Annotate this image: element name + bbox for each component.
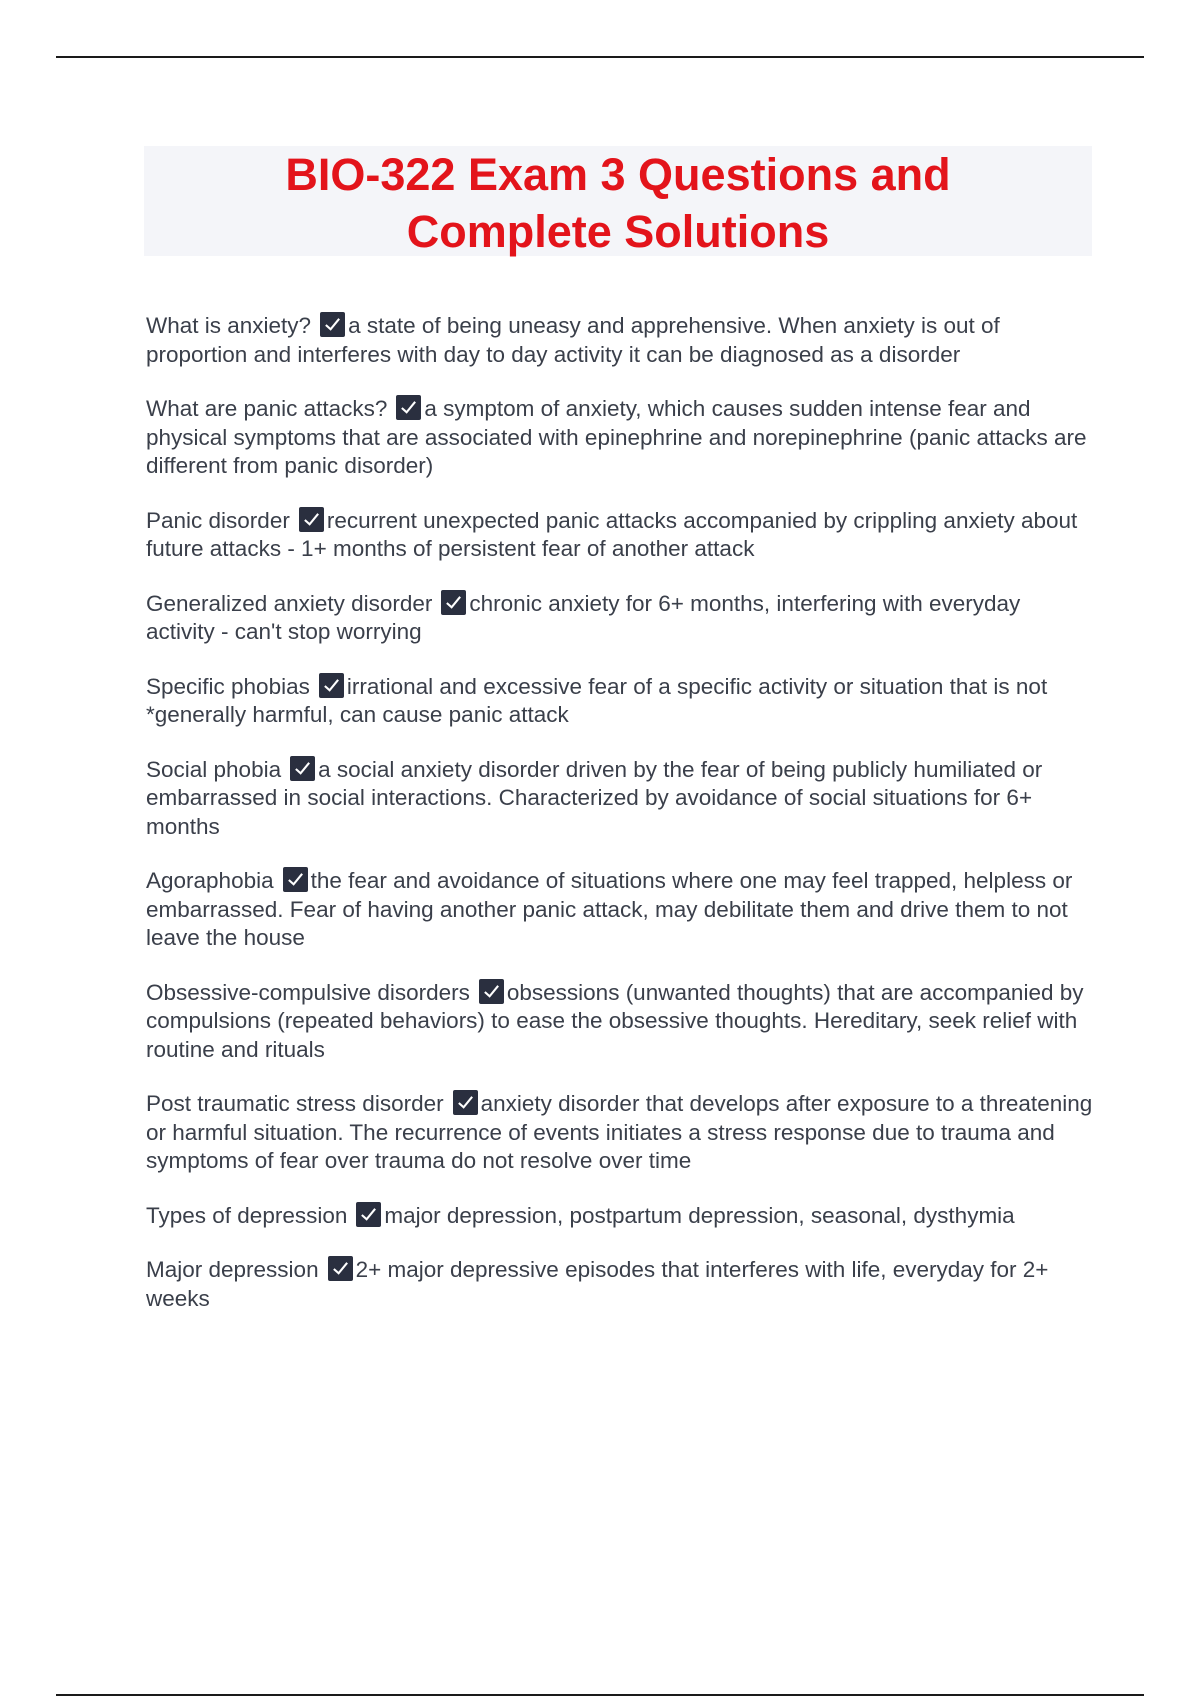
answer-text: chronic anxiety for 6+ months, interfering with everyday activity - can't stop worrying bbox=[146, 590, 1021, 644]
top-rule bbox=[56, 56, 1144, 58]
question-text: Panic disorder bbox=[146, 507, 290, 533]
question-text: Obsessive-compulsive disorders bbox=[146, 979, 470, 1005]
qa-item bbox=[146, 1090, 1094, 1176]
answer-text: a symptom of anxiety, which causes sudden intense fear and physical symptoms that are associated with epinephrine and norepinephrine (panic attacks are different from panic disorder) bbox=[146, 396, 1087, 478]
question-text: Social phobia bbox=[146, 756, 282, 782]
checkmark-icon bbox=[441, 590, 466, 615]
document-title bbox=[144, 146, 1092, 260]
checkmark-icon bbox=[299, 507, 324, 532]
bottom-rule bbox=[56, 1694, 1144, 1696]
qa-item bbox=[146, 312, 1094, 369]
question-text: Generalized anxiety disorder bbox=[146, 590, 433, 616]
answer-text: major depression, postpartum depression, seasonal, dysthymia bbox=[384, 1202, 1015, 1228]
qa-item bbox=[146, 756, 1094, 842]
question-text: Specific phobias bbox=[146, 673, 310, 699]
checkmark-icon bbox=[290, 756, 315, 781]
checkmark-icon bbox=[319, 673, 344, 698]
answer-text: irrational and excessive fear of a specific activity or situation that is not *generally harmful, can cause panic attack bbox=[146, 673, 1048, 727]
checkmark-icon bbox=[328, 1256, 353, 1281]
answer-text: a social anxiety disorder driven by the fear of being publicly humiliated or embarrassed in social interactions. Characterized by avoidance of social situations for 6+ months bbox=[146, 756, 1043, 839]
answer-text: anxiety disorder that develops after exposure to a threatening or harmful situation. The recurrence of events initiates a stress response due to trauma and symptoms of fear over trauma do not resolve over time bbox=[146, 1091, 1093, 1173]
checkmark-icon bbox=[396, 395, 421, 420]
answer-text: a state of being uneasy and apprehensive. When anxiety is out of proportion and interferes with day to day activity it can be diagnosed as a disorder bbox=[146, 313, 1000, 367]
checkmark-icon bbox=[479, 979, 504, 1004]
question-text: What are panic attacks? bbox=[146, 396, 388, 421]
checkmark-icon bbox=[320, 312, 345, 337]
qa-item bbox=[146, 1256, 1094, 1313]
qa-item bbox=[146, 867, 1094, 953]
title-banner bbox=[144, 146, 1092, 256]
answer-text: recurrent unexpected panic attacks accompanied by crippling anxiety about future attacks - 1+ months of persistent fear of another attack bbox=[146, 507, 1078, 561]
qa-item bbox=[146, 979, 1094, 1065]
question-text: Agoraphobia bbox=[146, 868, 274, 893]
qa-list bbox=[146, 312, 1094, 1313]
question-text: Types of depression bbox=[146, 1202, 348, 1228]
question-text: Major depression bbox=[146, 1257, 319, 1282]
title-line-1: BIO-322 Exam 3 Questions and bbox=[285, 149, 951, 200]
qa-item bbox=[146, 590, 1094, 647]
checkmark-icon bbox=[356, 1202, 381, 1227]
checkmark-icon bbox=[283, 867, 308, 892]
question-text: Post traumatic stress disorder bbox=[146, 1091, 444, 1116]
title-line-2: Complete Solutions bbox=[406, 206, 830, 257]
answer-text: 2+ major depressive episodes that interferes with life, everyday for 2+ weeks bbox=[146, 1257, 1049, 1311]
qa-item bbox=[146, 673, 1094, 730]
qa-item bbox=[146, 395, 1094, 481]
qa-item bbox=[146, 507, 1094, 564]
qa-item bbox=[146, 1202, 1094, 1231]
question-text: What is anxiety? bbox=[146, 313, 312, 338]
answer-text: obsessions (unwanted thoughts) that are accompanied by compulsions (repeated behaviors) to ease the obsessive thoughts. Hereditary, seek relief with routine and rituals bbox=[146, 979, 1084, 1062]
answer-text: the fear and avoidance of situations where one may feel trapped, helpless or embarrassed. Fear of having another panic attack, may debilitate them and drive them to not leave the house bbox=[146, 868, 1073, 950]
checkmark-icon bbox=[453, 1090, 478, 1115]
